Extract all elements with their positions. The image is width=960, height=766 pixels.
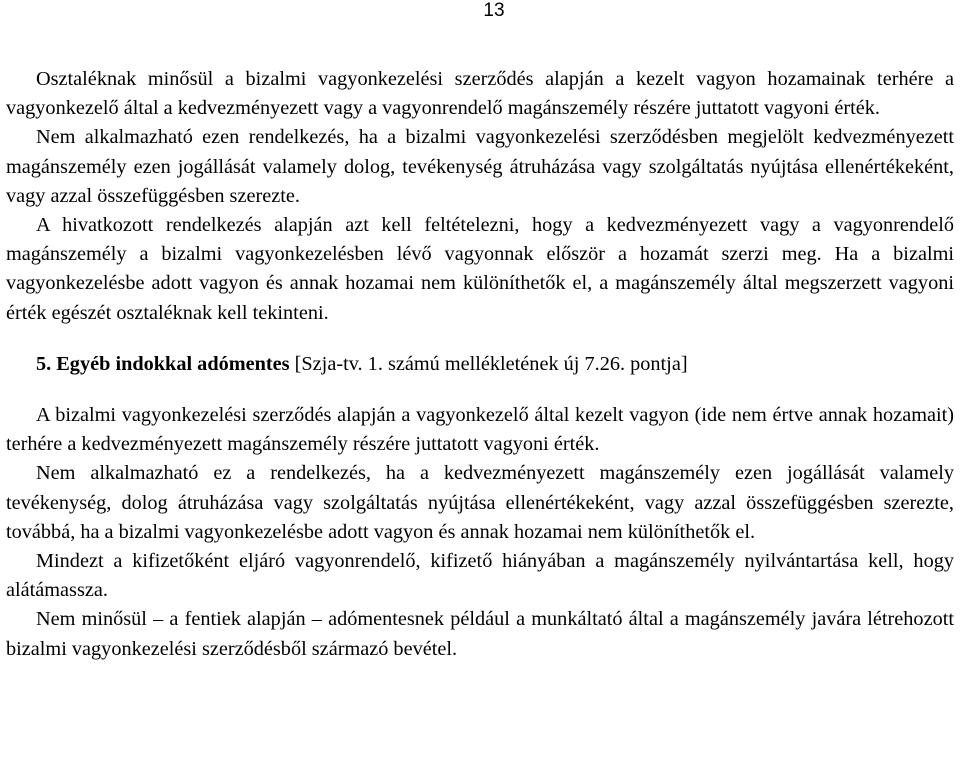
paragraph-dividend-definition: Osztaléknak minősül a bizalmi vagyonkezelési szerződés alapján a kezelt vagyon hozamainak terhére a vagyonkezelő által a kedvezményezett vagy a vagyonrendelő magánszemély részére juttatott vagyoni érték. [6, 68, 954, 120]
paragraph-exception-2: Nem alkalmazható ez a rendelkezés, ha a kedvezményezett magánszemély ezen jogállását valamely tevékenység, dolog átruházása vagy szolgáltatás nyújtása ellenértékeként, vagy azzal összefüggésben szerezte, továbbá, ha a bizalmi vagyonkezelésbe adott vagyon és annak hozamai nem különíthetők el. [6, 462, 954, 543]
paragraph-records: Mindezt a kifizetőként eljáró vagyonrendelő, kifizető hiányában a magánszemély nyilvántartása kell, hogy alátámassza. [6, 550, 954, 602]
page-number: 13 [483, 0, 505, 21]
section-heading-reference: [Szja-tv. 1. számú mellékletének új 7.26. pontja] [289, 352, 688, 375]
paragraph-presumption: A hivatkozott rendelkezés alapján azt kell feltételezni, hogy a kedvezményezett vagy a vagyonrendelő magánszemély a bizalmi vagyonkezelésben lévő vagyonnak először a hozamát szerzi meg. Ha a bizalmi vagyonkezelésbe adott vagyon és annak hozamai nem különíthetők el, a magánszemély által megszerzett vagyoni érték egészét osztaléknak kell tekinteni. [6, 214, 954, 324]
paragraph-employer-example: Nem minősül – a fentiek alapján – adómentesnek például a munkáltató által a magánszemély javára létrehozott bizalmi vagyonkezelési szerződésből származó bevétel. [6, 608, 954, 660]
paragraph-exempt-definition: A bizalmi vagyonkezelési szerződés alapján a vagyonkezelő által kezelt vagyon (ide nem értve annak hozamait) terhére a kedvezményezett magánszemély részére juttatott vagyoni érték. [6, 404, 954, 456]
document-body [6, 65, 954, 664]
section-heading-title: 5. Egyéb indokkal adómentes [36, 352, 290, 375]
paragraph-exception-1: Nem alkalmazható ezen rendelkezés, ha a bizalmi vagyonkezelési szerződésben megjelölt kedvezményezett magánszemély ezen jogállását valamely dolog, tevékenység átruházása vagy szolgáltatás nyújtása ellenértékeként, vagy azzal összefüggésben szerezte. [6, 126, 954, 207]
section-heading [6, 350, 954, 379]
